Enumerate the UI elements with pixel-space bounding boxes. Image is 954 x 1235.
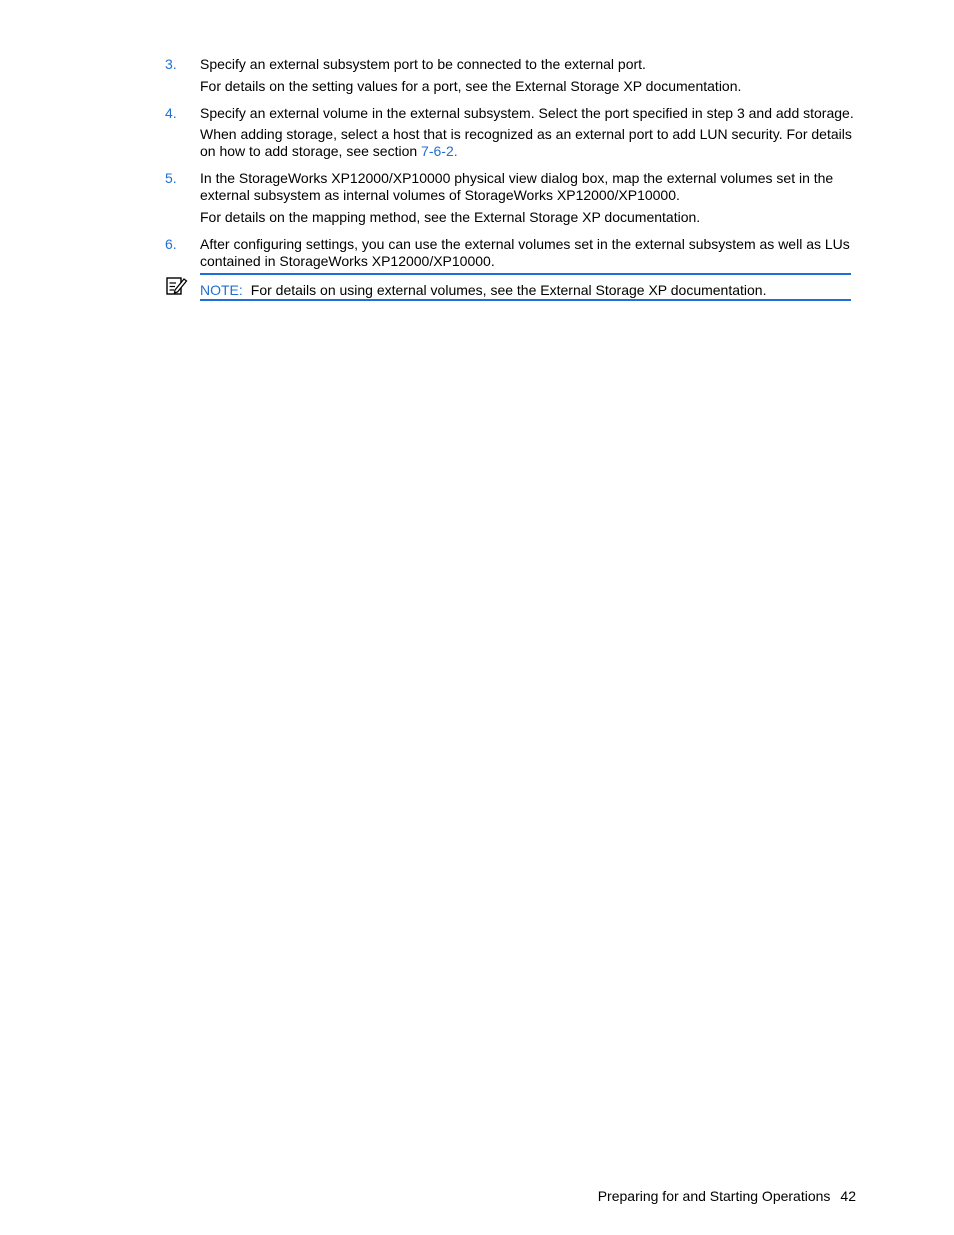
- page-number: 42: [840, 1188, 856, 1204]
- step-body: [200, 105, 865, 160]
- step-detail: For details on the mapping method, see the External Storage XP documentation.: [200, 209, 701, 225]
- section-link[interactable]: 7-6-2.: [421, 143, 458, 159]
- page-footer: [598, 1188, 856, 1205]
- step-number: 6.: [165, 236, 177, 252]
- step-body: [200, 170, 860, 226]
- step-detail: [200, 126, 865, 160]
- step-detail-text: When adding storage, select a host that is recognized as an external port to add LUN security. For details on how to add storage, see section: [200, 126, 852, 159]
- step-detail: For details on the setting values for a port, see the External Storage XP documentation.: [200, 78, 742, 94]
- note-callout: [200, 273, 851, 301]
- note-pencil-icon: [166, 276, 188, 296]
- note-text: For details on using external volumes, see the External Storage XP documentation.: [250, 282, 767, 298]
- step-number: 3.: [165, 56, 177, 72]
- step-instruction: Specify an external subsystem port to be connected to the external port.: [200, 56, 646, 72]
- step-number: 5.: [165, 170, 177, 186]
- step-number: 4.: [165, 105, 177, 121]
- note-content: [200, 282, 766, 299]
- note-label: NOTE:: [200, 282, 243, 298]
- step-instruction: After configuring settings, you can use the external volumes set in the external subsystem as well as LUs contained in StorageWorks XP12000/XP10000.: [200, 236, 850, 269]
- step-instruction: Specify an external volume in the external subsystem. Select the port specified in step 3 and add storage.: [200, 105, 854, 121]
- step-body: [200, 236, 860, 270]
- footer-section-title: Preparing for and Starting Operations: [597, 1188, 831, 1204]
- step-body: [200, 56, 860, 95]
- step-instruction: In the StorageWorks XP12000/XP10000 physical view dialog box, map the external volumes set in the external subsystem as internal volumes of StorageWorks XP12000/XP10000.: [200, 170, 834, 203]
